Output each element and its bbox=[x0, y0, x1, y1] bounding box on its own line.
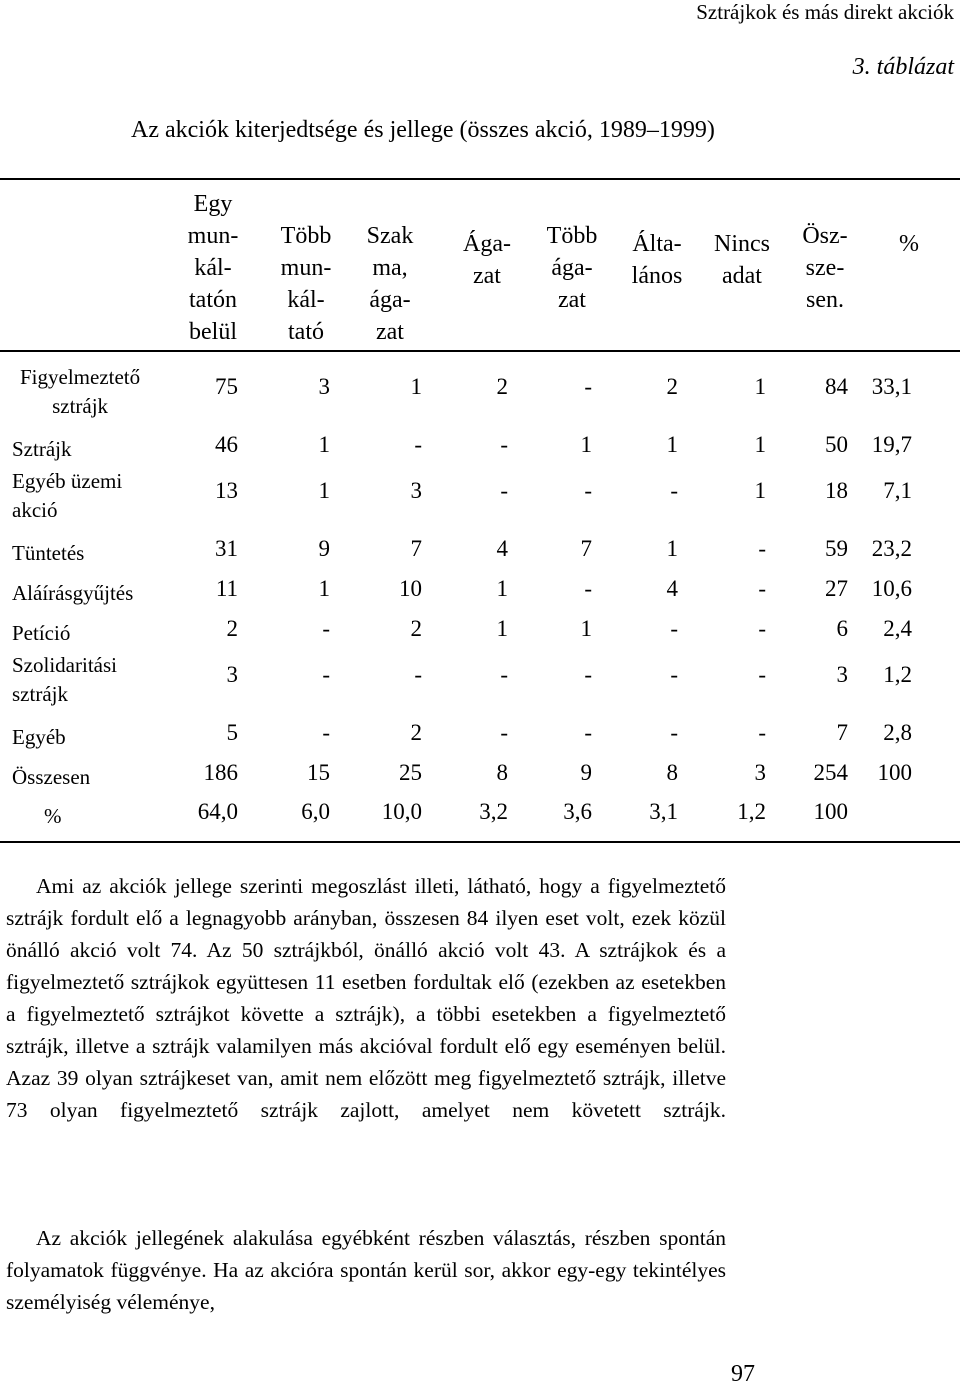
table-cell: 1 bbox=[318, 478, 330, 503]
table-cell: 3 bbox=[226, 662, 238, 687]
table-cell: 84 bbox=[825, 374, 848, 399]
table-cell: 25 bbox=[399, 760, 422, 785]
body-paragraph-2: Az akciók jellegének alakulása egyébként részben választás, részben spontán folyamatok függvénye. Ha az akcióra spontán kerül sor, akkor egy-egy tekintélyes személyiség véleménye, bbox=[6, 1226, 726, 1314]
table-cell: - bbox=[584, 478, 592, 503]
table-cell: 100 bbox=[813, 799, 848, 824]
column-header-7: Nincs adat bbox=[714, 231, 770, 289]
table-cell: - bbox=[758, 536, 766, 561]
column-header-3: Szak ma, ága- zat bbox=[366, 223, 414, 345]
table-cell: - bbox=[758, 616, 766, 641]
row-label: Egyéb bbox=[12, 725, 66, 749]
table-cell: 100 bbox=[877, 760, 912, 785]
table-cell: 1 bbox=[410, 374, 422, 399]
table-cell: 1 bbox=[666, 432, 678, 457]
table-cell: 13 bbox=[215, 478, 238, 503]
table-cell: 4 bbox=[496, 536, 508, 561]
table-cell: - bbox=[322, 662, 330, 687]
table-cell: - bbox=[500, 662, 508, 687]
row-label: % bbox=[44, 804, 62, 828]
table-cell: 3,6 bbox=[563, 799, 592, 824]
column-header-1: Egy mun- kál- tatón belül bbox=[187, 191, 239, 345]
table-cell: 19,7 bbox=[871, 432, 912, 457]
table-cell: 6,0 bbox=[301, 799, 330, 824]
table-cell: 2 bbox=[666, 374, 678, 399]
table-cell: 3 bbox=[836, 662, 848, 687]
table-cell: 3 bbox=[754, 760, 766, 785]
table-cell: - bbox=[584, 720, 592, 745]
row-label: Összesen bbox=[12, 765, 91, 789]
table-header-rule bbox=[0, 350, 960, 352]
table-cell: 7,1 bbox=[883, 478, 912, 503]
table-cell: 1 bbox=[318, 432, 330, 457]
table-cell: 1 bbox=[666, 536, 678, 561]
column-header-4: Ága- zat bbox=[463, 231, 511, 289]
table-cell: 8 bbox=[666, 760, 678, 785]
table-cell: 1 bbox=[754, 432, 766, 457]
table-cell: 31 bbox=[215, 536, 238, 561]
table-cell: 33,1 bbox=[871, 374, 912, 399]
table-cell: 186 bbox=[203, 760, 238, 785]
table-top-rule bbox=[0, 178, 960, 180]
table-cell: - bbox=[414, 662, 422, 687]
table-bottom-rule bbox=[0, 841, 960, 843]
table-number: 3. táblázat bbox=[852, 54, 954, 80]
table-cell: 1,2 bbox=[883, 662, 912, 687]
table-cell: 9 bbox=[318, 536, 330, 561]
table-title: Az akciók kiterjedtsége és jellege (összes akció, 1989–1999) bbox=[131, 117, 715, 143]
table-cell: 2,4 bbox=[883, 616, 912, 641]
table-cell: 2 bbox=[496, 374, 508, 399]
table-cell: 59 bbox=[825, 536, 848, 561]
table-cell: 1 bbox=[754, 478, 766, 503]
table-cell: 2 bbox=[226, 616, 238, 641]
table-cell: 3,2 bbox=[479, 799, 508, 824]
table-cell: - bbox=[322, 720, 330, 745]
table-cell: 1 bbox=[496, 616, 508, 641]
row-label: Sztrájk bbox=[12, 437, 72, 461]
column-header-9: % bbox=[899, 231, 919, 257]
table-cell: 1 bbox=[580, 432, 592, 457]
table-cell: 2 bbox=[410, 616, 422, 641]
row-label: Tüntetés bbox=[12, 541, 85, 565]
table-cell: 3 bbox=[318, 374, 330, 399]
table-cell: 64,0 bbox=[197, 799, 238, 824]
table-cell: 46 bbox=[215, 432, 238, 457]
table-cell: 7 bbox=[836, 720, 848, 745]
table-cell: - bbox=[670, 720, 678, 745]
table-cell: - bbox=[322, 616, 330, 641]
row-label: Petíció bbox=[12, 621, 71, 645]
table-cell: 8 bbox=[496, 760, 508, 785]
table-cell: 6 bbox=[836, 616, 848, 641]
table-cell: 1 bbox=[318, 576, 330, 601]
table-cell: - bbox=[670, 616, 678, 641]
table-cell: - bbox=[500, 720, 508, 745]
row-label: Egyéb üzemi akció bbox=[12, 469, 123, 522]
table-cell: 9 bbox=[580, 760, 592, 785]
column-header-2: Több mun- kál- tató bbox=[280, 223, 332, 345]
table-cell: 5 bbox=[226, 720, 238, 745]
table-cell: 75 bbox=[215, 374, 238, 399]
column-header-6: Álta- lános bbox=[631, 231, 683, 289]
table-cell: 18 bbox=[825, 478, 848, 503]
table-cell: 1 bbox=[580, 616, 592, 641]
table-cell: 3,1 bbox=[649, 799, 678, 824]
table-cell: 1 bbox=[754, 374, 766, 399]
table-cell: 10,6 bbox=[871, 576, 912, 601]
table-cell: 1,2 bbox=[737, 799, 766, 824]
table-cell: 10 bbox=[399, 576, 422, 601]
table-cell: 27 bbox=[825, 576, 848, 601]
row-label: Figyelmeztető sztrájk bbox=[20, 365, 141, 418]
table-cell: 50 bbox=[825, 432, 848, 457]
table-cell: - bbox=[758, 576, 766, 601]
table-cell: 3 bbox=[410, 478, 422, 503]
table-cell: 11 bbox=[215, 576, 238, 601]
row-label: Aláírásgyűjtés bbox=[12, 581, 134, 605]
table-cell: - bbox=[414, 432, 422, 457]
table-cell: 4 bbox=[666, 576, 678, 601]
table-cell: 10,0 bbox=[381, 799, 422, 824]
running-header: Sztrájkok és más direkt akciók bbox=[696, 0, 954, 24]
table-cell: - bbox=[584, 374, 592, 399]
table-cell: - bbox=[758, 720, 766, 745]
table-cell: 7 bbox=[580, 536, 592, 561]
table-cell: - bbox=[670, 478, 678, 503]
column-header-5: Több ága- zat bbox=[546, 223, 598, 313]
table-cell: 254 bbox=[813, 760, 848, 785]
column-header-8: Ösz- sze- sen. bbox=[802, 223, 848, 313]
table-cell: - bbox=[500, 432, 508, 457]
table-cell: 7 bbox=[410, 536, 422, 561]
table-cell: - bbox=[584, 576, 592, 601]
table-cell: - bbox=[584, 662, 592, 687]
table-cell: - bbox=[758, 662, 766, 687]
page-number: 97 bbox=[731, 1361, 755, 1387]
table-cell: 2 bbox=[410, 720, 422, 745]
table-cell: 23,2 bbox=[871, 536, 912, 561]
table-cell: 2,8 bbox=[883, 720, 912, 745]
table-cell: - bbox=[670, 662, 678, 687]
row-label: Szolidaritási sztrájk bbox=[12, 653, 117, 706]
body-paragraph-1: Ami az akciók jellege szerinti megoszlást illeti, látható, hogy a figyelmeztető sztrájk fordult elő a legnagyobb arányban, összesen 84 ilyen eset volt, ezek közül önálló akció volt 74. Az 50 sztrájkból, önálló akció volt 43. A sztrájkok és a figyelmeztető sztrájkok együttesen 11 esetben fordultak elő (ezekben az esetekben a figyelmeztető sztrájkot követte a sztrájk), a többi esetekben a figyelmeztető sztrájk, illetve a sztrájk valamilyen más akcióval fordult elő egy eseményen belül. Azaz 39 olyan sztrájkeset van, amit nem előzött meg figyelmeztető sztrájk, illetve 73 olyan figyelmeztető sztrájk zajlott, amelyet nem követett sztrájk. bbox=[6, 874, 726, 1122]
table-cell: 1 bbox=[496, 576, 508, 601]
table-cell: - bbox=[500, 478, 508, 503]
table-cell: 15 bbox=[307, 760, 330, 785]
